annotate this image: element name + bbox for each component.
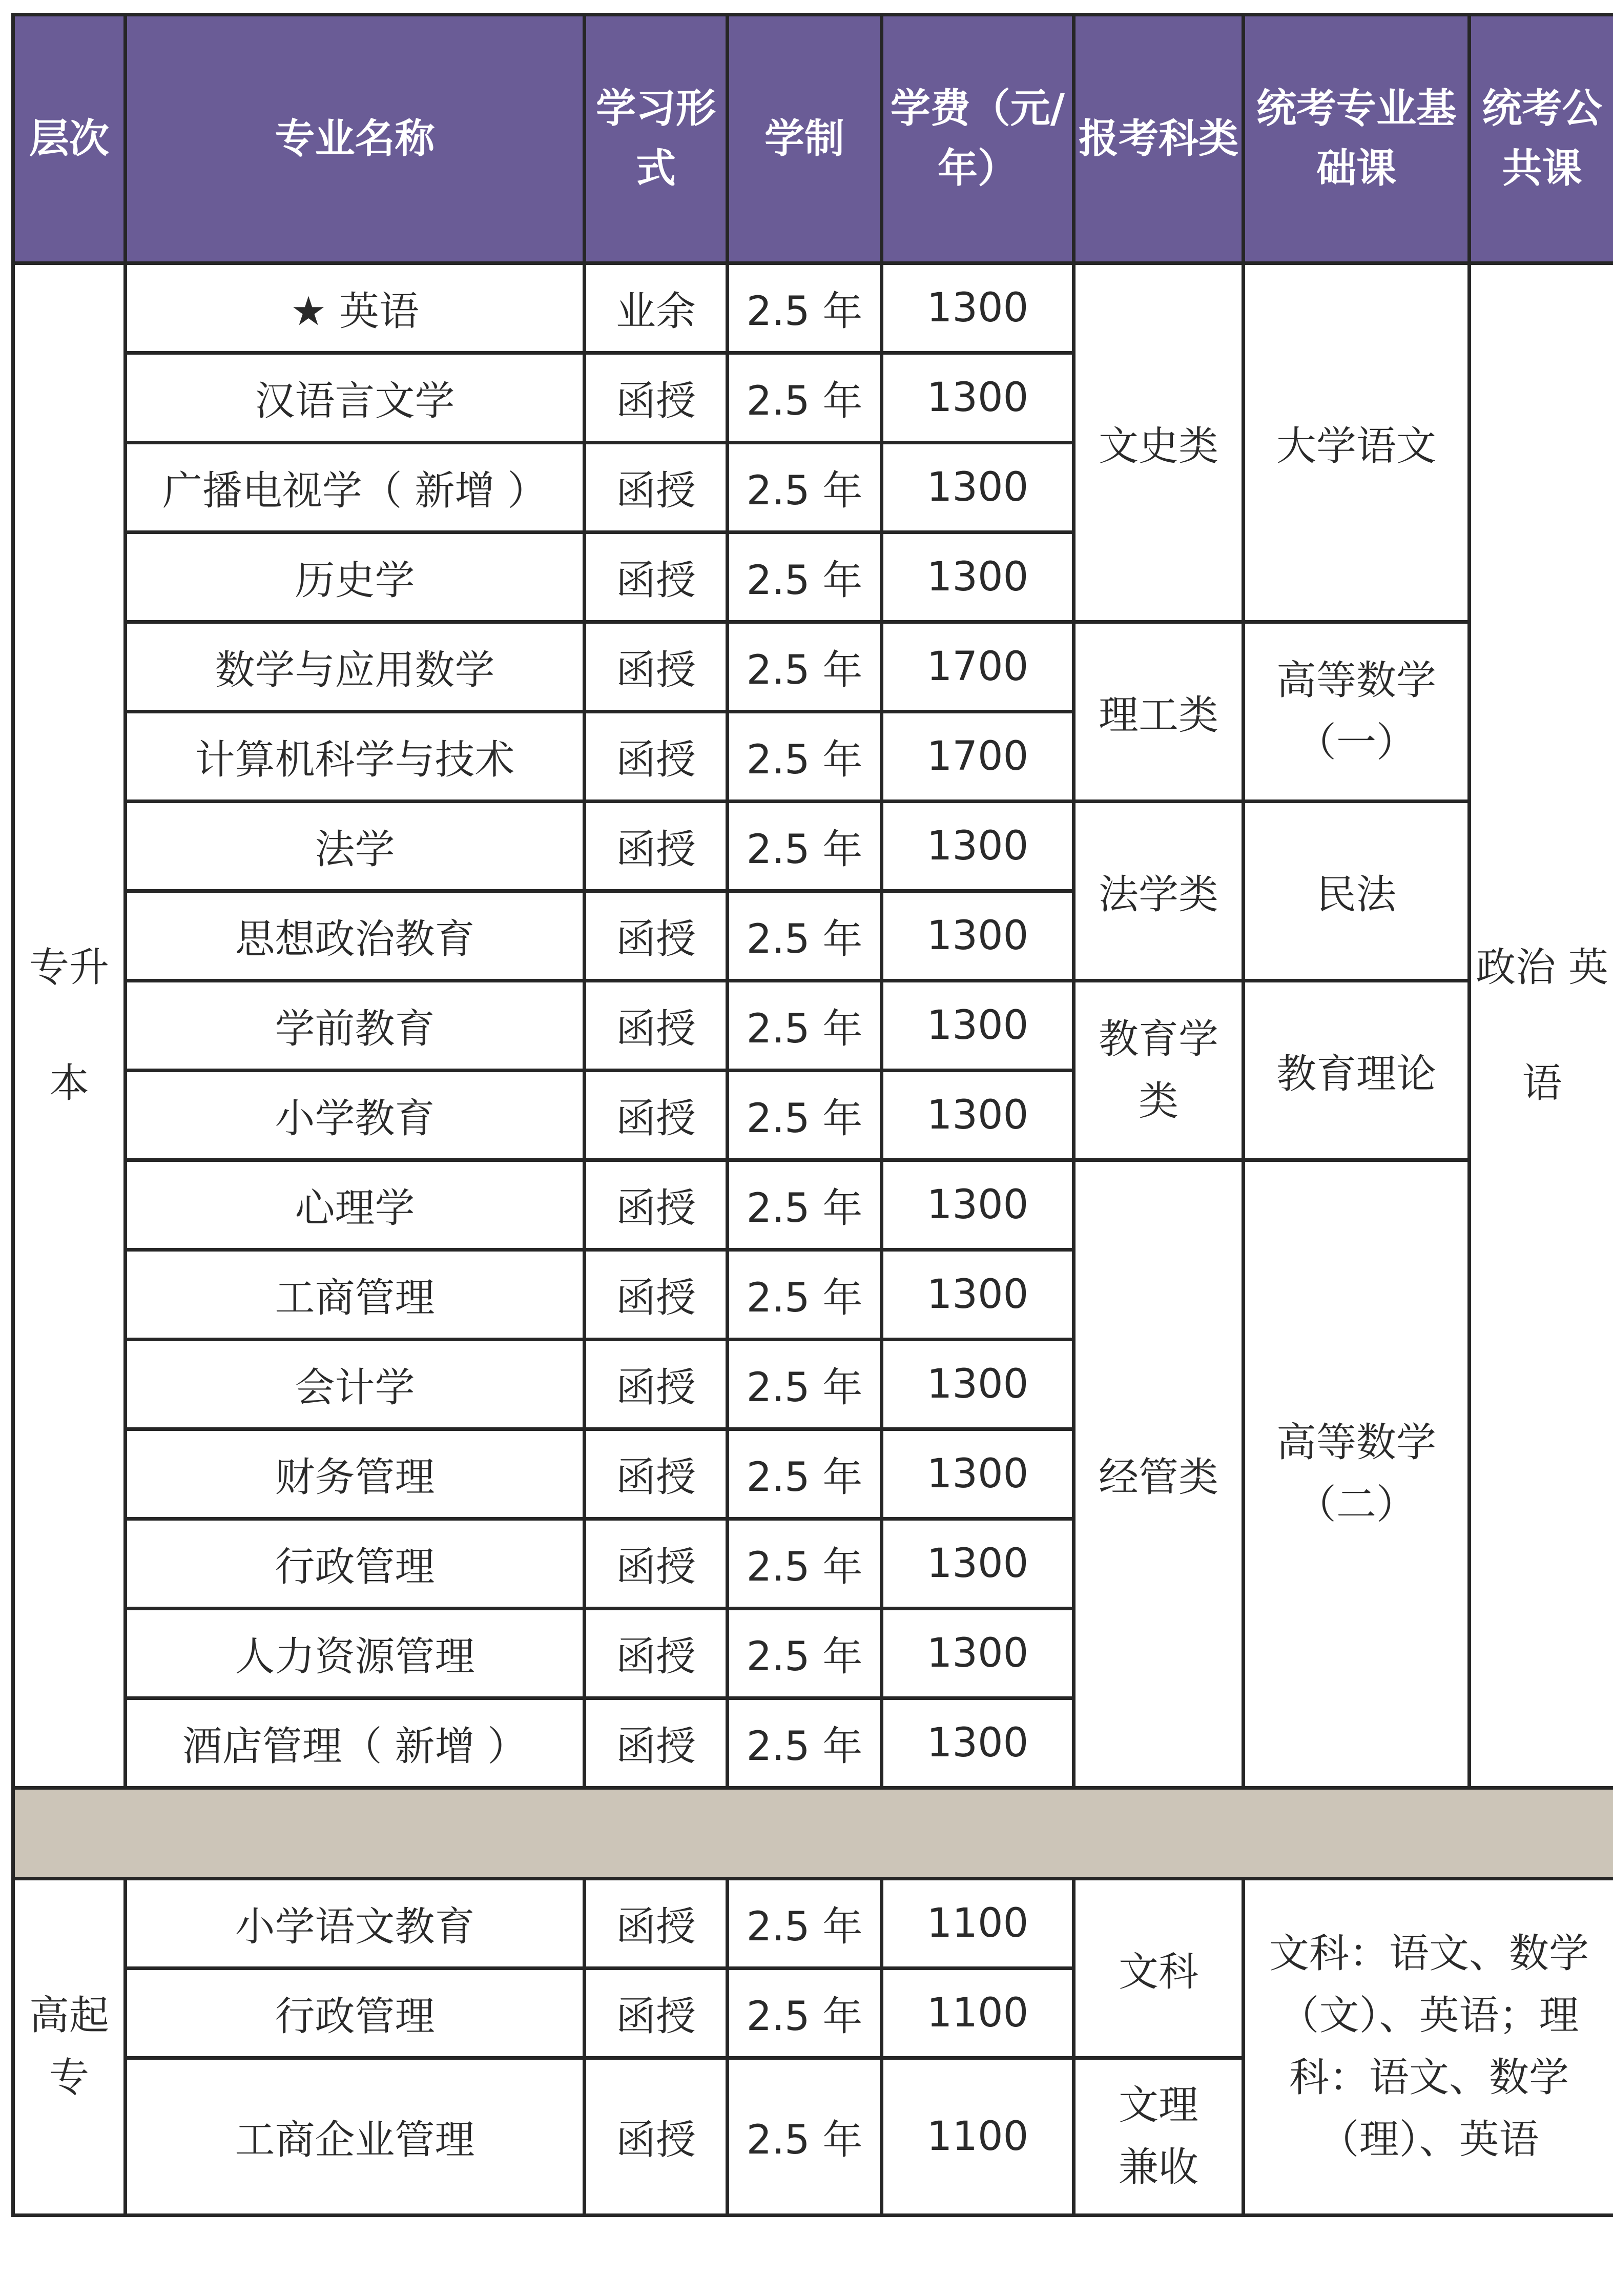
major-cell: 行政管理 xyxy=(126,1519,585,1609)
form-cell: 函授 xyxy=(585,1340,728,1429)
exam-subjects-cell: 文科：语文、数学（文）、英语；理科：语文、数学（理）、英语 xyxy=(1244,1879,1613,2216)
major-cell: 历史学 xyxy=(126,532,585,622)
major-cell: ★ 英语 xyxy=(126,263,585,353)
header-level: 层次 xyxy=(13,15,126,263)
form-cell: 函授 xyxy=(585,1519,728,1609)
form-cell: 函授 xyxy=(585,1969,728,2058)
basic-course-cell: 高等数学（一） xyxy=(1244,622,1470,802)
form-cell: 函授 xyxy=(585,981,728,1071)
category-cell: 法学类 xyxy=(1074,802,1244,981)
form-cell: 函授 xyxy=(585,891,728,981)
table-row xyxy=(13,1879,1613,1969)
basic-course-cell: 大学语文 xyxy=(1244,263,1470,622)
form-cell: 函授 xyxy=(585,1609,728,1698)
duration-cell: 2.5 年 xyxy=(728,981,882,1071)
major-cell: 工商企业管理 xyxy=(126,2058,585,2216)
fee-cell: 1300 xyxy=(882,1340,1074,1429)
separator-band xyxy=(13,1788,1613,1879)
category-cell: 文理兼收 xyxy=(1074,2058,1244,2216)
major-cell: 工商管理 xyxy=(126,1250,585,1340)
header-study-form: 学习形式 xyxy=(585,15,728,263)
table-row xyxy=(13,1160,1613,1250)
fee-cell: 1300 xyxy=(882,802,1074,891)
duration-cell: 2.5 年 xyxy=(728,263,882,353)
major-cell: 财务管理 xyxy=(126,1429,585,1519)
form-cell: 函授 xyxy=(585,1071,728,1160)
table-row xyxy=(13,981,1613,1071)
header-category: 报考科类 xyxy=(1074,15,1244,263)
major-cell: 数学与应用数学 xyxy=(126,622,585,712)
form-cell: 函授 xyxy=(585,1698,728,1788)
table-row xyxy=(13,622,1613,712)
duration-cell: 2.5 年 xyxy=(728,532,882,622)
form-cell: 函授 xyxy=(585,532,728,622)
fee-cell: 1300 xyxy=(882,891,1074,981)
form-cell: 函授 xyxy=(585,353,728,443)
fee-cell: 1300 xyxy=(882,1609,1074,1698)
form-cell: 业余 xyxy=(585,263,728,353)
duration-cell: 2.5 年 xyxy=(728,353,882,443)
form-cell: 函授 xyxy=(585,622,728,712)
fee-cell: 1300 xyxy=(882,981,1074,1071)
major-cell: 法学 xyxy=(126,802,585,891)
fee-cell: 1300 xyxy=(882,443,1074,532)
fee-cell: 1100 xyxy=(882,1969,1074,2058)
duration-cell: 2.5 年 xyxy=(728,1519,882,1609)
header-public-course: 统考公共课 xyxy=(1470,15,1613,263)
fee-cell: 1700 xyxy=(882,622,1074,712)
enrollment-table xyxy=(11,13,1613,2217)
fee-cell: 1300 xyxy=(882,1519,1074,1609)
fee-cell: 1300 xyxy=(882,1698,1074,1788)
category-cell: 文史类 xyxy=(1074,263,1244,622)
basic-course-cell: 民法 xyxy=(1244,802,1470,981)
fee-cell: 1300 xyxy=(882,532,1074,622)
category-cell: 文科 xyxy=(1074,1879,1244,2058)
major-cell: 小学语文教育 xyxy=(126,1879,585,1969)
form-cell: 函授 xyxy=(585,1250,728,1340)
public-course-cell: 政治 英语 xyxy=(1470,263,1613,1788)
fee-cell: 1100 xyxy=(882,2058,1074,2216)
major-cell: 行政管理 xyxy=(126,1969,585,2058)
fee-cell: 1300 xyxy=(882,263,1074,353)
header-row xyxy=(13,15,1613,263)
duration-cell: 2.5 年 xyxy=(728,622,882,712)
major-cell: 思想政治教育 xyxy=(126,891,585,981)
form-cell: 函授 xyxy=(585,802,728,891)
major-cell: 酒店管理（ 新增 ） xyxy=(126,1698,585,1788)
basic-course-cell: 高等数学（二） xyxy=(1244,1160,1470,1788)
form-cell: 函授 xyxy=(585,1160,728,1250)
header-duration: 学制 xyxy=(728,15,882,263)
duration-cell: 2.5 年 xyxy=(728,1071,882,1160)
header-fee: 学费（元/年） xyxy=(882,15,1074,263)
duration-cell: 2.5 年 xyxy=(728,1879,882,1969)
duration-cell: 2.5 年 xyxy=(728,1429,882,1519)
duration-cell: 2.5 年 xyxy=(728,443,882,532)
major-cell: 广播电视学（ 新增 ） xyxy=(126,443,585,532)
fee-cell: 1300 xyxy=(882,353,1074,443)
table-row xyxy=(13,802,1613,891)
table-row xyxy=(13,263,1613,353)
fee-cell: 1300 xyxy=(882,1071,1074,1160)
category-cell: 经管类 xyxy=(1074,1160,1244,1788)
duration-cell: 2.5 年 xyxy=(728,1969,882,2058)
form-cell: 函授 xyxy=(585,1879,728,1969)
duration-cell: 2.5 年 xyxy=(728,1250,882,1340)
level-upgrade: 专升本 xyxy=(13,263,126,1788)
duration-cell: 2.5 年 xyxy=(728,1698,882,1788)
duration-cell: 2.5 年 xyxy=(728,891,882,981)
major-cell: 汉语言文学 xyxy=(126,353,585,443)
section-separator xyxy=(13,1788,1613,1879)
header-major: 专业名称 xyxy=(126,15,585,263)
fee-cell: 1700 xyxy=(882,712,1074,802)
major-cell: 会计学 xyxy=(126,1340,585,1429)
form-cell: 函授 xyxy=(585,712,728,802)
major-cell: 人力资源管理 xyxy=(126,1609,585,1698)
major-cell: 心理学 xyxy=(126,1160,585,1250)
duration-cell: 2.5 年 xyxy=(728,802,882,891)
major-cell: 学前教育 xyxy=(126,981,585,1071)
fee-cell: 1100 xyxy=(882,1879,1074,1969)
form-cell: 函授 xyxy=(585,443,728,532)
duration-cell: 2.5 年 xyxy=(728,2058,882,2216)
duration-cell: 2.5 年 xyxy=(728,1340,882,1429)
fee-cell: 1300 xyxy=(882,1250,1074,1340)
header-basic-course: 统考专业基础课 xyxy=(1244,15,1470,263)
fee-cell: 1300 xyxy=(882,1429,1074,1519)
duration-cell: 2.5 年 xyxy=(728,1160,882,1250)
category-cell: 理工类 xyxy=(1074,622,1244,802)
level-junior: 高起专 xyxy=(13,1879,126,2216)
form-cell: 函授 xyxy=(585,1429,728,1519)
form-cell: 函授 xyxy=(585,2058,728,2216)
major-cell: 计算机科学与技术 xyxy=(126,712,585,802)
duration-cell: 2.5 年 xyxy=(728,1609,882,1698)
major-cell: 小学教育 xyxy=(126,1071,585,1160)
category-cell: 教育学类 xyxy=(1074,981,1244,1160)
fee-cell: 1300 xyxy=(882,1160,1074,1250)
duration-cell: 2.5 年 xyxy=(728,712,882,802)
basic-course-cell: 教育理论 xyxy=(1244,981,1470,1160)
